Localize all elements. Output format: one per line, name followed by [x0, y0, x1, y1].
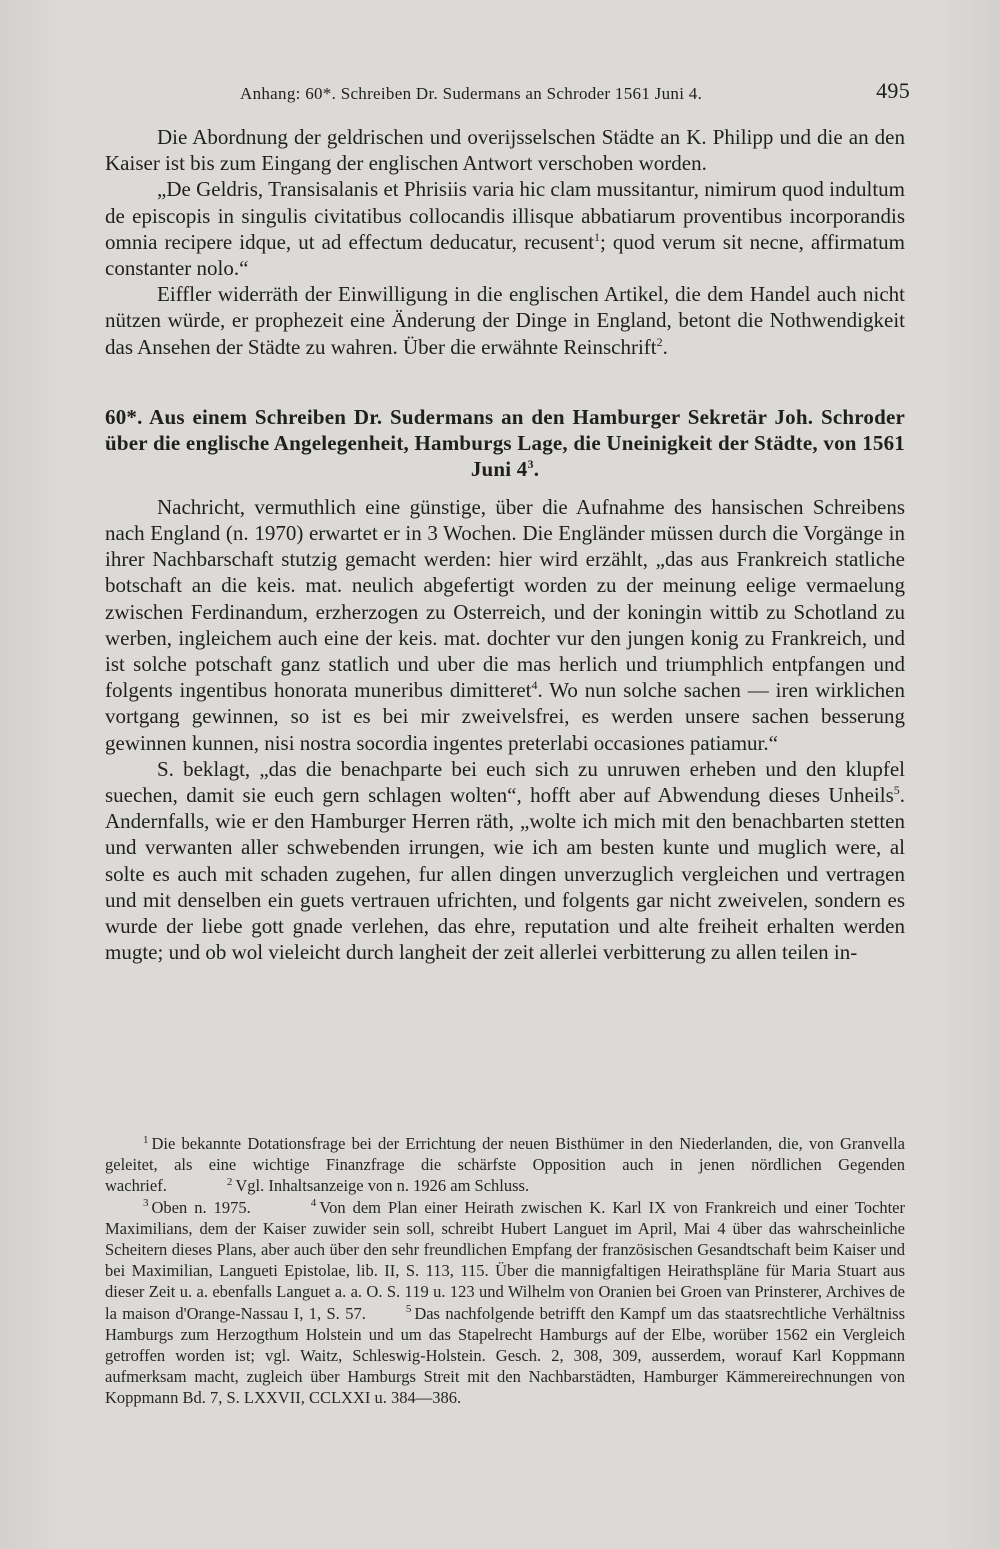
footnote-4: Von dem Plan einer Heirath zwischen K. Karl IX von Frankreich und einer Tochter Maximilians, dem der Kaiser zuwider sein soll, schreibt Hubert Languet im April, Mai 4 über das wahrscheinliche Scheitern dieses Plans, aber auch über den sehr freundlichen Empfang der französischen Gesandtschaft beim Kaiser und bei Maximilian, Langueti Epistolae, lib. II, S. 113, 115. Über die mannigfaltigen Heirathspläne für Maria Stuart aus dieser Zeit u. a. ebenfalls Languet a. a. O. S. 119 u. 123 und Wilhelm von Oranien bei Groen van Prinsterer, Archives de la maison d'Orange-Nassau I, 1, S. 57. — [105, 1197, 905, 1323]
footnotes — [105, 1133, 905, 1409]
footnote-5: Das nachfolgende betrifft den Kampf um das staatsrechtliche Verhältniss Hamburgs zum Herzogthum Holstein und um das Stapelrecht Hamburgs auf der Elbe, worüber 1562 ein Vergleich getroffen worden ist; vgl. Waitz, Schleswig-Holstein. Gesch. 2, 308, 309, ausserdem, worauf Karl Koppmann aufmerksam macht, zugleich über Hamburgs Streit mit den Nachbarstädten, Hamburger Kämmereirechnungen von Koppmann Bd. 7, S. LXXVII, CCLXXI u. 384—386. — [105, 1303, 905, 1408]
paragraph-2: „De Geldris, Transisalanis et Phrisiis varia hic clam mussitantur, nimirum quod indultum de episcopis in singulis civitatibus collocandis illisque abbatiarum proventibus incorporandis omnia recipere idque, ut ad effectum deducatur, recusent$^1$; quod verum sit necne, affirmatum constanter nolo.“ — [105, 177, 905, 281]
paragraph-3: Eiffler widerräth der Einwilligung in die englischen Artikel, die dem Handel auch nicht nützen würde, er prophezeit eine Änderung der Dinge in England, betont die Nothwendigkeit das Ansehen der Städte zu wahren. Über die erwähnte Reinschrift$^2$. — [105, 282, 905, 359]
running-title: Anhang: 60*. Schreiben Dr. Sudermans an Schroder 1561 Juni 4. — [240, 84, 703, 103]
main-text — [105, 124, 905, 965]
paragraph-1: Die Abordnung der geldrischen und overijsselschen Städte an K. Philipp und die an den Kaiser ist bis zum Eingang der englischen Antwort verschoben worden. — [105, 125, 905, 176]
page-number: 495 — [876, 78, 910, 103]
footnote-ref-2[interactable]: 2 — [656, 334, 663, 349]
paragraph-5: S. beklagt, „das die benachparte bei euch sich zu unruwen erheben und den klupfel suechen, damit sie euch gern schlagen wolten“, hofft aber auf Abwendung dieses Unheils$^5$. Andernfalls, wie er den Hamburger Herren räth, „wolte ich mich mit den benachbarten stetten und verwanten aller schwebenden irrungen, wie ich am besten kunte und muglich were, al solte es auch mit schaden zugehen, fur allen dingen unverzuglich vergleichen und vertragen und mit denselben ein guets vertrauen ufrichten, und folgents gar nicht zweivelen, sondern es wurde der liebe gott gnade verlehen, das ehre, reputation und alte freiheit erhalten werden mugte; und ob wol vieleicht durch langheit der zeit allerlei verbitterung zu allen teilen in- — [105, 756, 905, 965]
footnote-ref-1[interactable]: 1 — [594, 229, 601, 244]
page-header — [240, 78, 910, 112]
paragraph-4: Nachricht, vermuthlich eine günstige, über die Aufnahme des hansischen Schreibens nach England (n. 1970) erwartet er in 3 Wochen. Die Engländer müssen durch die Vorgänge in ihrer Nachbarschaft stutzig gemacht werden: hier wird erzählt, „das aus Frankreich statliche botschaft an die keis. mat. neulich abgefertigt worden zu der meinung eelige vermaelung zwischen Ferdinandum, erzherzogen zu Osterreich, und der koningin wittib zu Schotland zu werben, ingleichem auch eine der keis. mat. dochter vur den jungen konig zu Frankreich, und ist solche potschaft ganz statlich und uber die mas herlich und triumphlich entpfangen und folgents ingentibus honorata muneribus dimitteret$^4$. Wo nun solche sachen — iren wirklichen vortgang gewinnen, so ist es bei mir zweivelsfrei, es werden unsere sachen besserung gewinnen kunnen, nisi nostra socordia ingentes preterlabi occasiones patiamur.“ — [105, 494, 905, 755]
section-heading: 60*. Aus einem Schreiben Dr. Sudermans an den Hamburger Sekretär Joh. Schroder über die englische Angelegenheit, Hamburgs Lage, die Uneinigkeit der Städte, von 1561 Juni $4^3$. — [105, 404, 905, 481]
footnote-2: Vgl. Inhaltsanzeige von n. 1926 am Schluss. — [235, 1176, 530, 1196]
footnote-1: $^1$ Die bekannte Dotationsfrage bei der Errichtung der neuen Bisthümer in den Niederlanden, die, von Granvella geleitet, als eine wichtige Finanzfrage die schärfste Opposition auch in jenen nördlichen Gegenden wachrief. $^2$ Vgl. Inhaltsanzeige von n. 1926 am Schluss. — [105, 1133, 905, 1196]
footnote-ref-4[interactable]: 4 — [531, 678, 538, 693]
footnote-ref-3[interactable]: 3 — [527, 456, 534, 471]
footnote-3: $^3$ Oben n. 1975. $^4$ Von dem Plan einer Heirath zwischen K. Karl IX von Frankreich und einer Tochter Maximilians, dem der Kaiser zuwider sein soll, schreibt Hubert Languet im April, Mai 4 über das wahrscheinliche Scheitern dieses Plans, aber auch über den sehr freundlichen Empfang der französischen Gesandtschaft beim Kaiser und bei Maximilian, Langueti Epistolae, lib. II, S. 113, 115. Über die mannigfaltigen Heirathspläne für Maria Stuart aus dieser Zeit u. a. ebenfalls Languet a. a. O. S. 119 u. 123 und Wilhelm von Oranien bei Groen van Prinsterer, Archives de la maison d'Orange-Nassau I, 1, S. 57. $^5$ Das nachfolgende betrifft den Kampf um das staatsrechtliche Verhältniss Hamburgs zum Herzogthum Holstein und um das Stapelrecht Hamburgs auf der Elbe, worüber 1562 ein Vergleich getroffen worden ist; vgl. Waitz, Schleswig-Holstein. Gesch. 2, 308, 309, ausserdem, worauf Karl Koppmann aufmerksam macht, zugleich über Hamburgs Streit mit den Nachbarstädten, Hamburger Kämmereirechnungen von Koppmann Bd. 7, S. LXXVII, CCLXXI u. 384—386. — [105, 1197, 905, 1408]
footnote-ref-5[interactable]: 5 — [893, 783, 900, 798]
